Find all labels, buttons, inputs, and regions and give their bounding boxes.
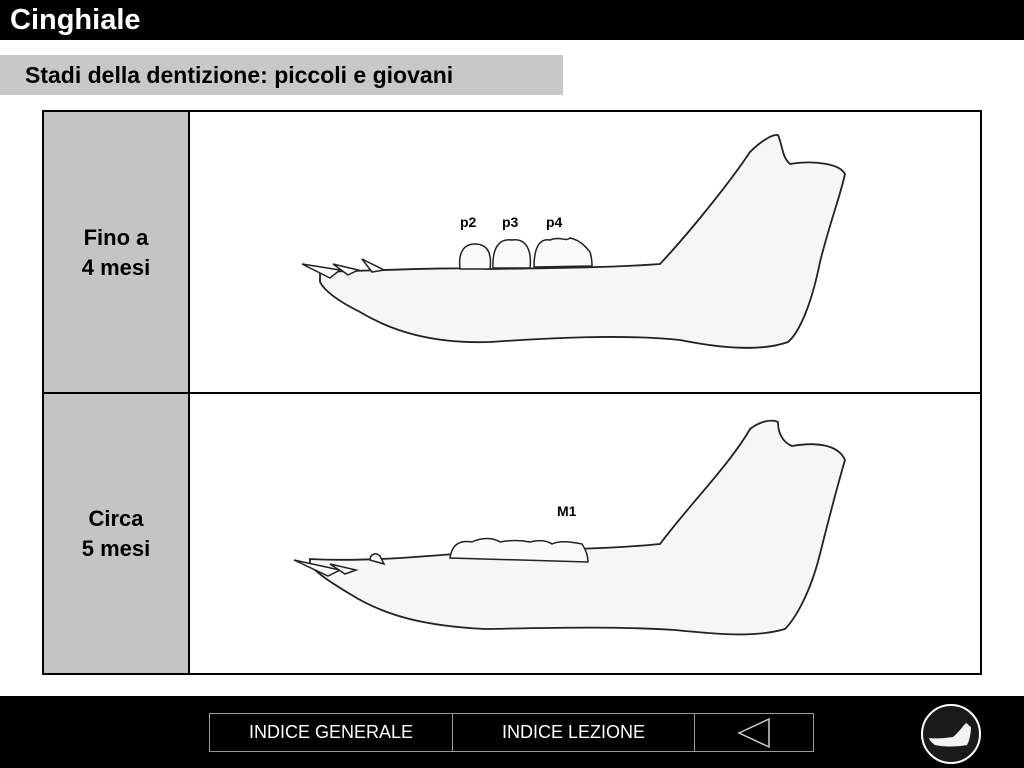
jawbone-logo-icon[interactable]: [921, 704, 981, 764]
table-row: [44, 112, 980, 394]
jaw-illustration-cell: [190, 112, 980, 392]
subtitle-text: Stadi della dentizione: piccoli e giovani: [25, 62, 454, 88]
table-row: [44, 394, 980, 673]
p2-tooth: [460, 244, 491, 269]
nav-box: [209, 713, 814, 752]
page-title: Cinghiale: [10, 4, 141, 36]
tooth-label-m1: M1: [557, 503, 577, 519]
p4-tooth: [534, 238, 592, 267]
age-label-line1: Fino a: [83, 225, 149, 250]
age-label-line2: 5 mesi: [81, 536, 151, 561]
jaw-illustration-5-months: [190, 394, 980, 673]
tooth-label-p4: p4: [546, 214, 563, 230]
header-bar: [0, 0, 1024, 40]
age-label-line1: Circa: [88, 506, 144, 531]
general-index-button[interactable]: INDICE GENERALE: [210, 714, 453, 751]
age-label-cell: [44, 112, 190, 392]
back-button[interactable]: [695, 714, 813, 751]
p3-tooth: [493, 240, 530, 268]
tooth-label-p2: p2: [460, 214, 477, 230]
triangle-left-icon: [695, 714, 813, 751]
tooth-label-p3: p3: [502, 214, 519, 230]
jaw-illustration-4-months: [190, 112, 980, 392]
lesson-index-button[interactable]: INDICE LEZIONE: [453, 714, 695, 751]
mandible-shape: [320, 135, 845, 348]
age-label-cell: [44, 394, 190, 673]
age-label-line2: 4 mesi: [81, 255, 151, 280]
mandible-shape: [310, 421, 845, 635]
footer-bar: [0, 696, 1024, 768]
molar-row: [450, 539, 588, 562]
jaw-illustration-cell: [190, 394, 980, 673]
subtitle-banner: [0, 55, 563, 95]
dentition-table: [42, 110, 982, 675]
